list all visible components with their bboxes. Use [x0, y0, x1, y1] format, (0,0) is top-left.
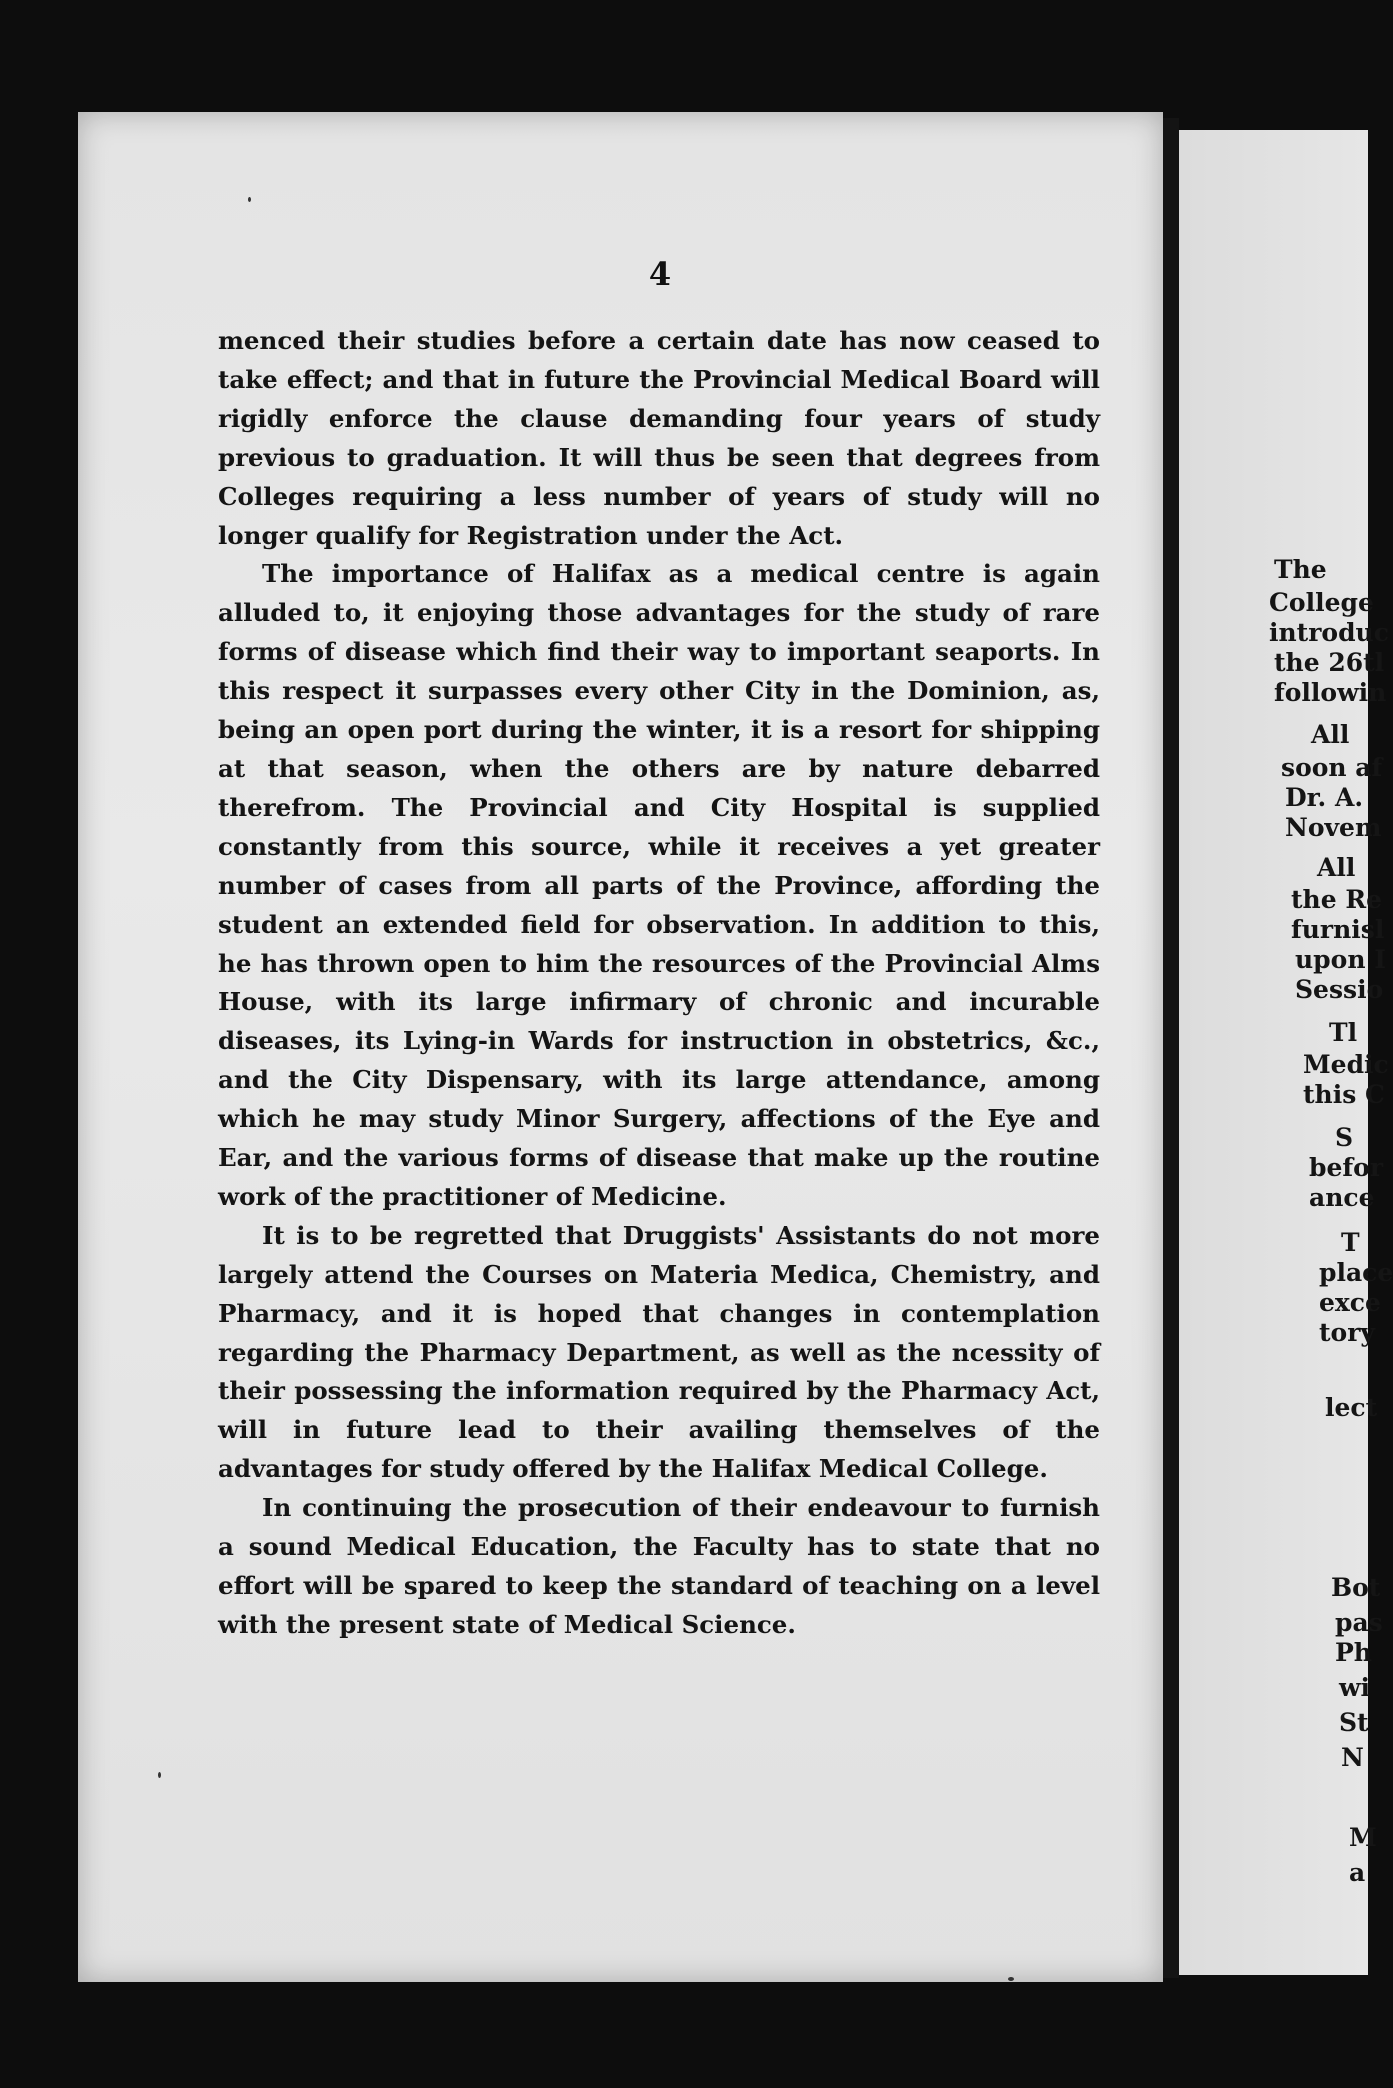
paragraph-druggists-assistants: It is to be regretted that Druggists' Assistants do not more largely attend the Courses on Materia Medica, Chemistry, and Pharmacy, and it is hoped that changes in contemplation regarding the Pharmacy Department, as well as the ncessity of their possessing the information required by the Pharmacy Act, will in future lead to their availing themselves of the advantages for study offered by the Halifax Medical College. — [218, 1220, 1100, 1484]
facing-line: furnisl — [1291, 915, 1385, 944]
facing-line: M — [1349, 1823, 1377, 1852]
facing-line: All — [1311, 720, 1350, 749]
page-number: 4 — [648, 255, 672, 293]
paragraph-registration: menced their studies before a certain date has now ceased to take effect; and that in future the Provincial Medical Board will rigidly enforce the clause demanding four years of study previous to graduation. It will thus be seen that degrees from Colleges requiring a less number of years of study will no longer qualify for Registration under the Act. — [218, 326, 1100, 550]
facing-line: the Re — [1291, 885, 1383, 914]
facing-page — [1179, 130, 1393, 1975]
paragraph-medical-education: In continuing the prosecution of their endeavour to furnish a sound Medical Education, the Faculty has to state that no effort will be spared to keep the standard of teaching on a level with the present state of Medical Science. — [218, 1493, 1100, 1639]
facing-line: Novem — [1285, 813, 1382, 842]
facing-line: Tl — [1329, 1018, 1358, 1047]
facing-line: pas — [1335, 1608, 1383, 1637]
facing-line: exce — [1319, 1288, 1381, 1317]
facing-line: introduc — [1269, 618, 1389, 647]
facing-line: place — [1319, 1258, 1393, 1287]
facing-line: College — [1269, 588, 1374, 617]
facing-line: Ph — [1335, 1638, 1372, 1667]
facing-line: followin — [1274, 678, 1387, 707]
facing-line: befor — [1309, 1153, 1383, 1182]
facing-line: Bot — [1331, 1573, 1381, 1602]
facing-line: upon I — [1295, 945, 1386, 974]
facing-line: tory — [1319, 1318, 1375, 1347]
facing-line: S — [1335, 1123, 1354, 1152]
paragraph-halifax-medical-centre: The importance of Halifax as a medical centre is again alluded to, it enjoying those advantages for the study of rare forms of disease which find their way to important seaports. In this respect it surpasses every other City in the Dominion, as, being an open port during the winter, it is a resort for shipping at that season, when the others are by nature debarred therefrom. The Provincial and City Hospital is supplied constantly from this source, while it receives a yet greater number of cases from all parts of the Province, affording the student an extended field for observation. In addition to this, he has thrown open to him the resources of the Provincial Alms House, with its large infirmary of chronic and incurable diseases, its Lying-in Wards for instruction in obstetrics, &c., and the City Dispensary, with its large attendance, among which he may study Minor Surgery, affections of the Eye and Ear, and the various forms of disease that make up the routine work of the practitioner of Medicine. — [218, 559, 1100, 1211]
facing-line: a — [1349, 1858, 1366, 1887]
facing-line: Medic — [1303, 1050, 1389, 1079]
facing-line: T — [1341, 1228, 1360, 1257]
facing-line: The — [1274, 555, 1327, 584]
facing-line: wi — [1339, 1673, 1371, 1702]
facing-line: soon af — [1281, 753, 1383, 782]
page-body-text — [218, 322, 1100, 1645]
facing-line: Dr. A. — [1285, 783, 1364, 812]
facing-page-text — [1179, 130, 1393, 1975]
facing-line: Sessio — [1295, 975, 1384, 1004]
facing-line: ance — [1309, 1183, 1375, 1212]
facing-line: N — [1341, 1743, 1364, 1772]
facing-line: this C — [1303, 1080, 1385, 1109]
facing-line: lect — [1325, 1393, 1378, 1422]
facing-line: All — [1317, 853, 1356, 882]
book-gutter — [1163, 118, 1179, 1978]
facing-line: St — [1339, 1708, 1369, 1737]
facing-line: the 26tl — [1274, 648, 1385, 677]
